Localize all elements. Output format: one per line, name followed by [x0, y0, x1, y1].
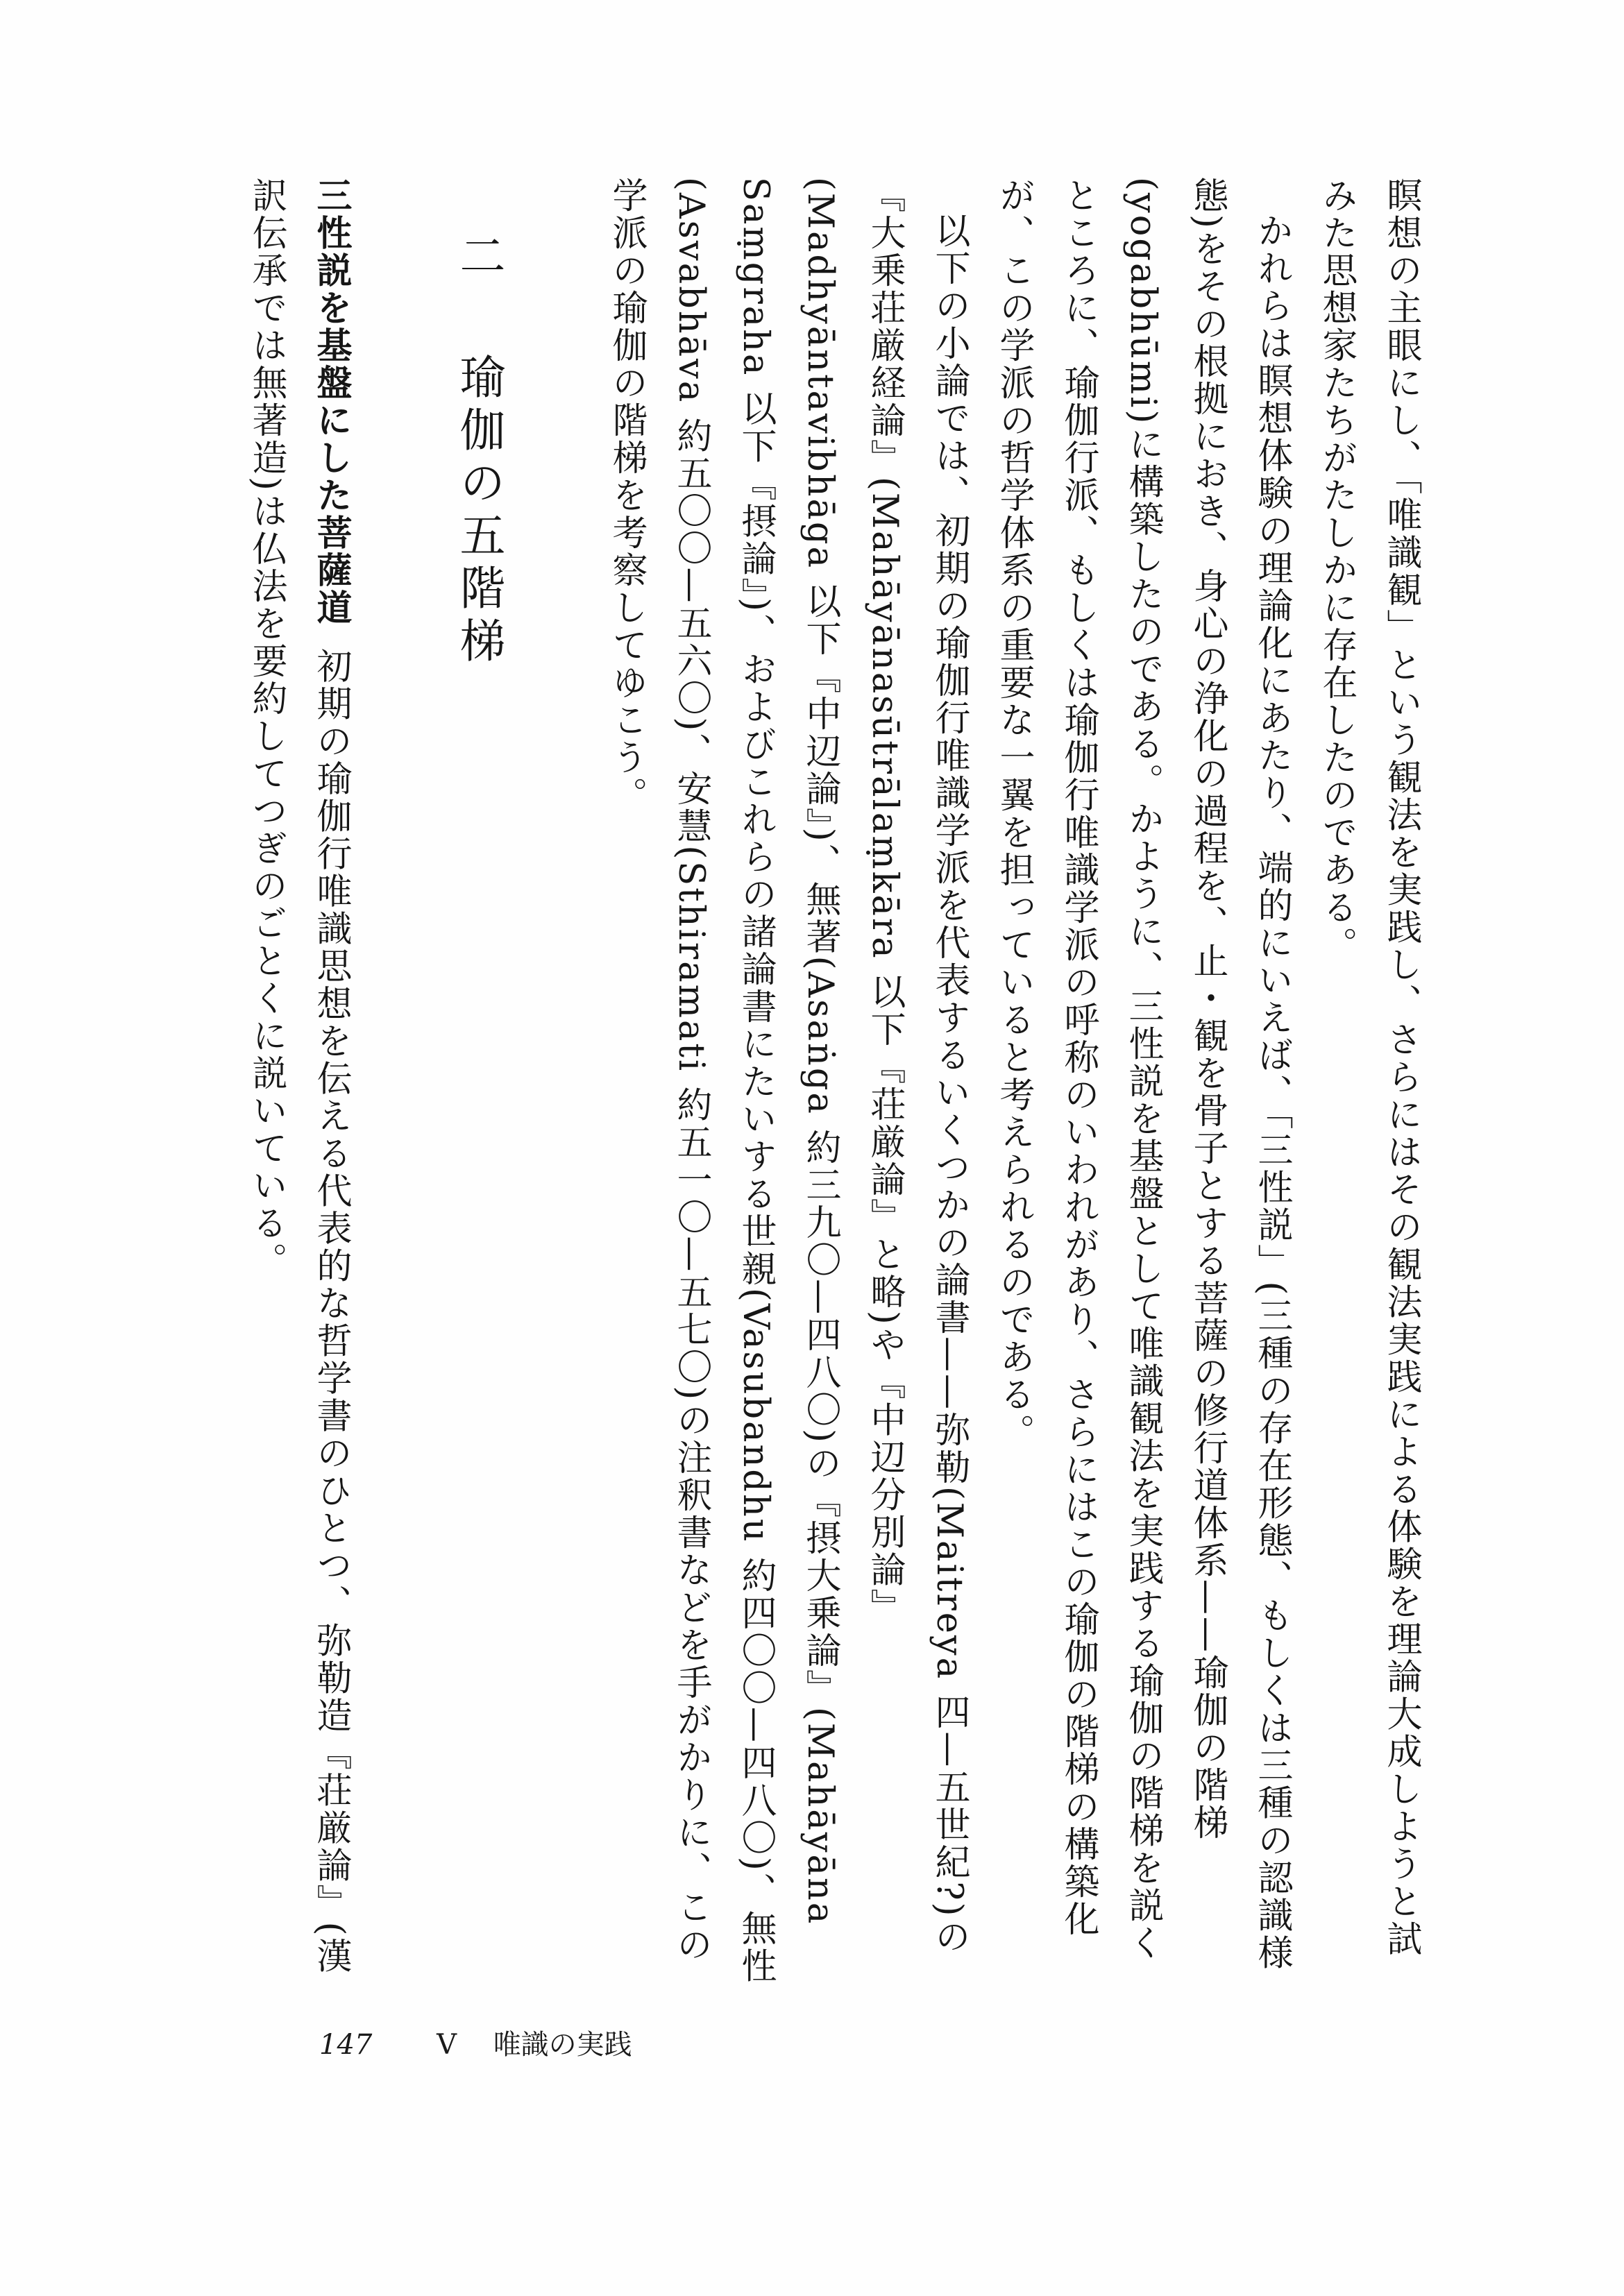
- section-spacer: [511, 177, 594, 1995]
- page-footer: [319, 2023, 632, 2062]
- paragraph-2: かれらは瞑想体験の理論化にあたり、端的にいえば、「三性説」(三種の存在形態、もしくは三種の認識様態)をその根拠におき、身心の浄化の過程を、止・観を骨子とする菩薩の修行道体系——瑜伽の階梯(yogabhūmi)に構築したのである。かように、三性説を基盤として唯識観法を実践する瑜伽の階梯を説くところに、瑜伽行派、もしくは瑜伽行唯識学派の呼称のいわれがあり、さらにはこの瑜伽の階梯の構築化が、この学派の哲学体系の重要な一翼を担っていると考えられるのである。: [993, 177, 1292, 1972]
- section-number: 二: [452, 232, 505, 285]
- subsection-paragraph: [234, 177, 363, 1995]
- section-heading: [446, 177, 511, 1995]
- chapter-title: 唯識の実践: [493, 2029, 632, 2061]
- paragraph-3: 以下の小論では、初期の瑜伽行唯識学派を代表するいくつかの論書——弥勒(Maitreya 四—五世紀?)の『大乗荘厳経論』(Mahāyānasūtrālaṃkāra 以下『荘厳論』と略)や『中辺分別論』(Madhyāntavibhāga 以下『中辺論』)、無著(Asaṅga 約三九〇—四八〇)の『摂大乗論』(Mahāyāna Saṃgraha 以下『摂論』)、およびこれらの諸論書にたいする世親(Vasubandhu 約四〇〇—四八〇)、無性(Asvabhāva 約五〇〇—五六〇)、安慧(Sthiramati 約五一〇—五七〇)の注釈書などを手がかりに、この学派の瑜伽の階梯を考察してゆこう。: [606, 177, 970, 1985]
- section-title: 瑜伽の五階梯: [452, 353, 505, 670]
- vertical-text-block: [234, 177, 1433, 1995]
- chapter-number: V: [437, 2029, 457, 2061]
- subsection-text: 初期の瑜伽行唯識思想を伝える代表的な哲学書のひとつ、弥勒造『荘厳論』(漢訳伝承では無著造)は仏法を要約してつぎのごとくに説いている。: [246, 177, 351, 1975]
- section-spacer-after: [363, 177, 446, 1995]
- paragraph-1: 瞑想の主眼にし、「唯識観」という観法を実践し、さらにはその観法実践による体験を理論大成しようと試みた思想家たちがたしかに存在したのである。: [1316, 177, 1421, 1958]
- subsection-title: 三性説を基盤にした菩薩道: [310, 177, 351, 627]
- page-number: 147: [319, 2029, 373, 2061]
